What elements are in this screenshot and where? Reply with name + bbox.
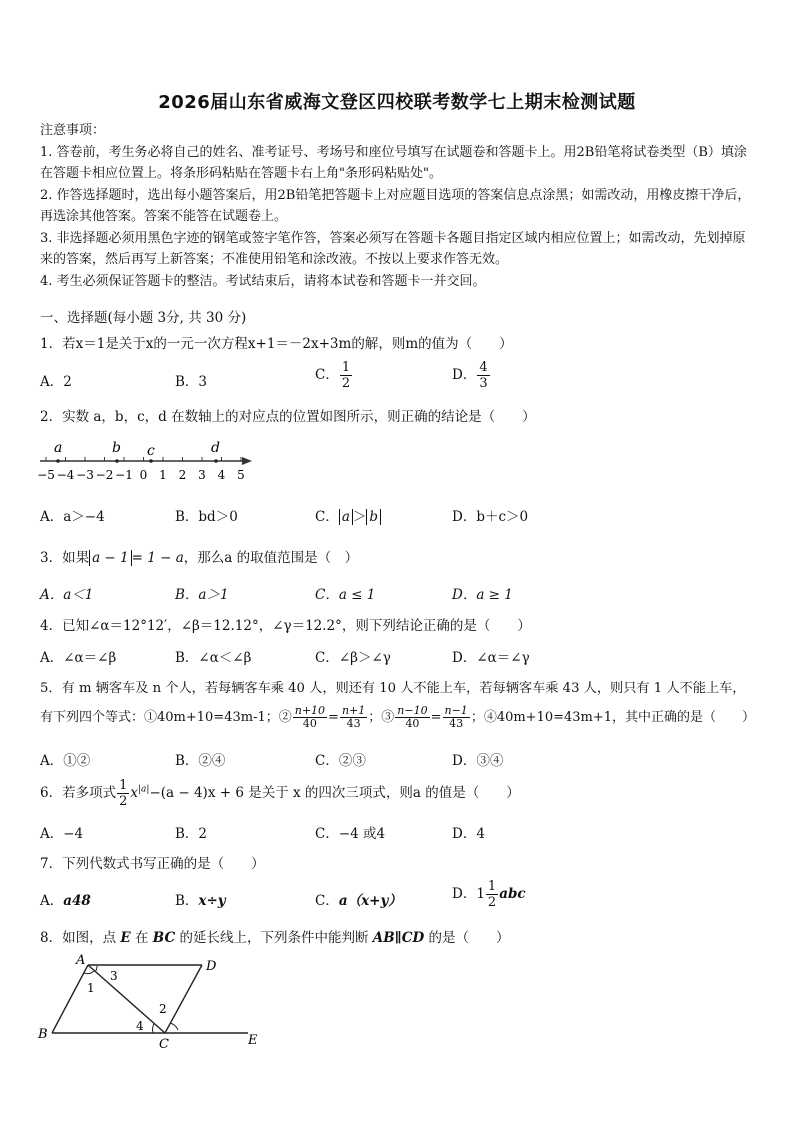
angle-label-4: 4	[136, 1019, 144, 1033]
point-label-c: c	[147, 443, 155, 459]
q4-option-d: D．∠α＝∠γ	[452, 650, 530, 666]
abs-a: a	[339, 509, 353, 525]
q1-option-a: A．2	[40, 374, 72, 390]
fraction: $\frac{n-10}{40}$	[397, 704, 428, 730]
number-line-tick-label: 3	[198, 468, 206, 482]
q3-option-d: D．a ≥ 1	[452, 587, 513, 603]
q7-option-d: D．1 $\frac{1}{2}$ abc	[452, 879, 526, 910]
number-line-tick-label: −1	[115, 468, 133, 482]
angle-label-3: 3	[110, 969, 118, 983]
abs-b: b	[366, 509, 381, 525]
number-line-tick-label: −3	[76, 468, 94, 482]
geometry-figure	[30, 950, 270, 1050]
point-label-a: a	[54, 440, 63, 456]
number-line-tick-label: 2	[178, 468, 187, 482]
point-label-d: d	[211, 440, 220, 456]
question-7-stem: 7．下列代数式书写正确的是（ ）	[40, 856, 265, 872]
arrow-icon	[242, 457, 252, 465]
point-b	[115, 459, 119, 463]
number-line-tick-label: −5	[37, 468, 55, 482]
q5-option-a: A．①②	[40, 753, 91, 769]
angle-arc-3	[95, 966, 97, 972]
q1-c-fraction: $\frac{1}{2}$	[341, 360, 351, 391]
fraction: $\frac{n+1}{43}$	[341, 704, 366, 730]
notes-block	[40, 120, 758, 292]
q6-option-b: B．2	[175, 826, 208, 842]
question-4-stem: 4．已知∠α＝12°12′，∠β＝12.12°，∠γ＝12.2°，则下列结论正确的是（ ）	[40, 618, 531, 634]
question-8-stem: 8．如图，点 E 在 BC 的延长线上，下列条件中能判断 AB∥CD 的是（ ）	[40, 930, 510, 946]
q1-option-d	[452, 360, 491, 391]
number-line-tick-label: −2	[95, 468, 114, 482]
q6-option-a: A．−4	[40, 826, 84, 842]
number-line-figure	[36, 435, 256, 485]
q6-option-d: D．4	[452, 826, 485, 842]
q2-option-a: A．a＞−4	[40, 509, 105, 525]
q5-option-d: D．③④	[452, 753, 504, 769]
q2-option-d: D．b＋c＞0	[452, 509, 529, 525]
q3-option-b: B．a＞1	[175, 587, 229, 603]
number-line-tick-label: 0	[139, 468, 148, 482]
note-item: 1. 答卷前，考生务必将自己的姓名、准考证号、考场号和座位号填写在试题卷和答题卡上。用2B铅笔将试卷类型（B）填涂在答题卡相应位置上。将条形码粘贴在答题卡右上角"条形码粘贴处"。	[40, 144, 747, 181]
point-label-b: b	[112, 440, 121, 456]
q3-option-a: A．a＜1	[40, 587, 94, 603]
number-line-tick-label: 1	[159, 468, 167, 482]
question-6-stem: 6．若多项式 $\frac{1}{2}$ $x^{|a|}-(a - 4)x + 6$ 是关于 x 的四次三项式，则a 的值是（ ）	[40, 778, 520, 809]
q7-option-c: C．a（x+y）	[315, 893, 402, 909]
label-C: C	[159, 1037, 169, 1050]
abs-expression: a − 1	[89, 550, 132, 566]
angle-arc-1	[84, 971, 94, 974]
segment-ac	[88, 965, 165, 1033]
number-line-tick-label: −4	[56, 468, 75, 482]
number-line-tick-label: 5	[237, 468, 245, 482]
q4-option-c: C．∠β＞∠γ	[315, 650, 391, 666]
q2-option-c: C． a ＞ b	[315, 505, 381, 525]
q1-c-label: C．	[315, 367, 339, 383]
number-line-tick-label: 4	[217, 468, 226, 482]
angle-arc-4	[153, 1024, 154, 1033]
question-3-stem: 3．如果 a − 1 = 1 − a，那么a 的取值范围是（ ）	[40, 550, 359, 566]
q1-option-c	[315, 360, 353, 391]
angle-label-1: 1	[87, 981, 95, 995]
point-c	[149, 459, 153, 463]
question-5-stem-line1: 5．有 m 辆客车及 n 个人，若每辆客车乘 40 人，则还有 10 人不能上车，若每辆客车乘 43 人，则只有 1 人不能上车，	[40, 681, 746, 696]
q7-option-b: B．x÷y	[175, 893, 226, 909]
q3-option-c: C．a ≤ 1	[315, 587, 376, 603]
segment-ab	[52, 965, 88, 1033]
fraction: $\frac{n-1}{43}$	[444, 704, 468, 730]
question-2-stem: 2．实数 a，b，c，d 在数轴上的对应点的位置如图所示，则正确的结论是（ ）	[40, 409, 536, 425]
q1-d-fraction: $\frac{4}{3}$	[479, 360, 488, 391]
label-E: E	[248, 1033, 258, 1048]
label-D: D	[206, 959, 217, 974]
label-B: B	[38, 1027, 48, 1042]
fraction: $\frac{1}{2}$	[487, 879, 497, 910]
fraction: $\frac{n+10}{40}$	[294, 704, 326, 730]
label-A: A	[76, 953, 86, 968]
q5-option-c: C．②③	[315, 753, 366, 769]
angle-label-2: 2	[159, 1002, 167, 1016]
notes-heading: 注意事项：	[40, 123, 106, 138]
q4-option-a: A．∠α＝∠β	[40, 650, 117, 666]
note-item: 3. 非选择题必须用黑色字迹的钢笔或签字笔作答，答案必须写在答题卡各题目指定区域内相应位置上；如需改动，先划掉原来的答案，然后再写上新答案；不准使用铅笔和涂改液。不按以上要求作答无效。	[40, 230, 746, 267]
page-title: 2026届山东省威海文登区四校联考数学七上期末检测试题	[158, 92, 636, 113]
q5-option-b: B．②④	[175, 753, 226, 769]
question-1-stem: 1．若x＝1是关于x的一元一次方程x+1＝－2x+3m的解，则m的值为（ ）	[40, 336, 513, 352]
point-d	[214, 459, 218, 463]
q2-option-b: B．bd＞0	[175, 509, 238, 525]
fraction: $\frac{1}{2}$	[119, 778, 128, 809]
note-item: 2. 作答选择题时，选出每小题答案后，用2B铅笔把答题卡上对应题目选项的答案信息点涂黑；如需改动，用橡皮擦干净后，再选涂其他答案。答案不能答在试题卷上。	[40, 187, 751, 224]
point-a	[56, 459, 60, 463]
section-heading: 一、选择题(每小题 3分, 共 30 分)	[40, 310, 247, 326]
note-item: 4. 考生必须保证答题卡的整洁。考试结束后，请将本试卷和答题卡一并交回。	[40, 273, 486, 289]
question-5-stem-line2: 有下列四个等式：①40m+10=43m-1；② $\frac{n+10}{40}$ = $\frac{n+1}{43}$ ；③ $\frac{n-10}{40}$ = $\frac{n-1}{43}$ ；④40m+10=43m+1，其中正确的是（ ）	[40, 704, 756, 730]
q1-d-label: D．	[452, 367, 477, 383]
q4-option-b: B．∠α＜∠β	[175, 650, 252, 666]
angle-arc-2	[170, 1023, 178, 1030]
q6-option-c: C．−4 或4	[315, 826, 386, 842]
q1-option-b: B．3	[175, 374, 208, 390]
q7-option-a: A．a48	[40, 893, 91, 909]
